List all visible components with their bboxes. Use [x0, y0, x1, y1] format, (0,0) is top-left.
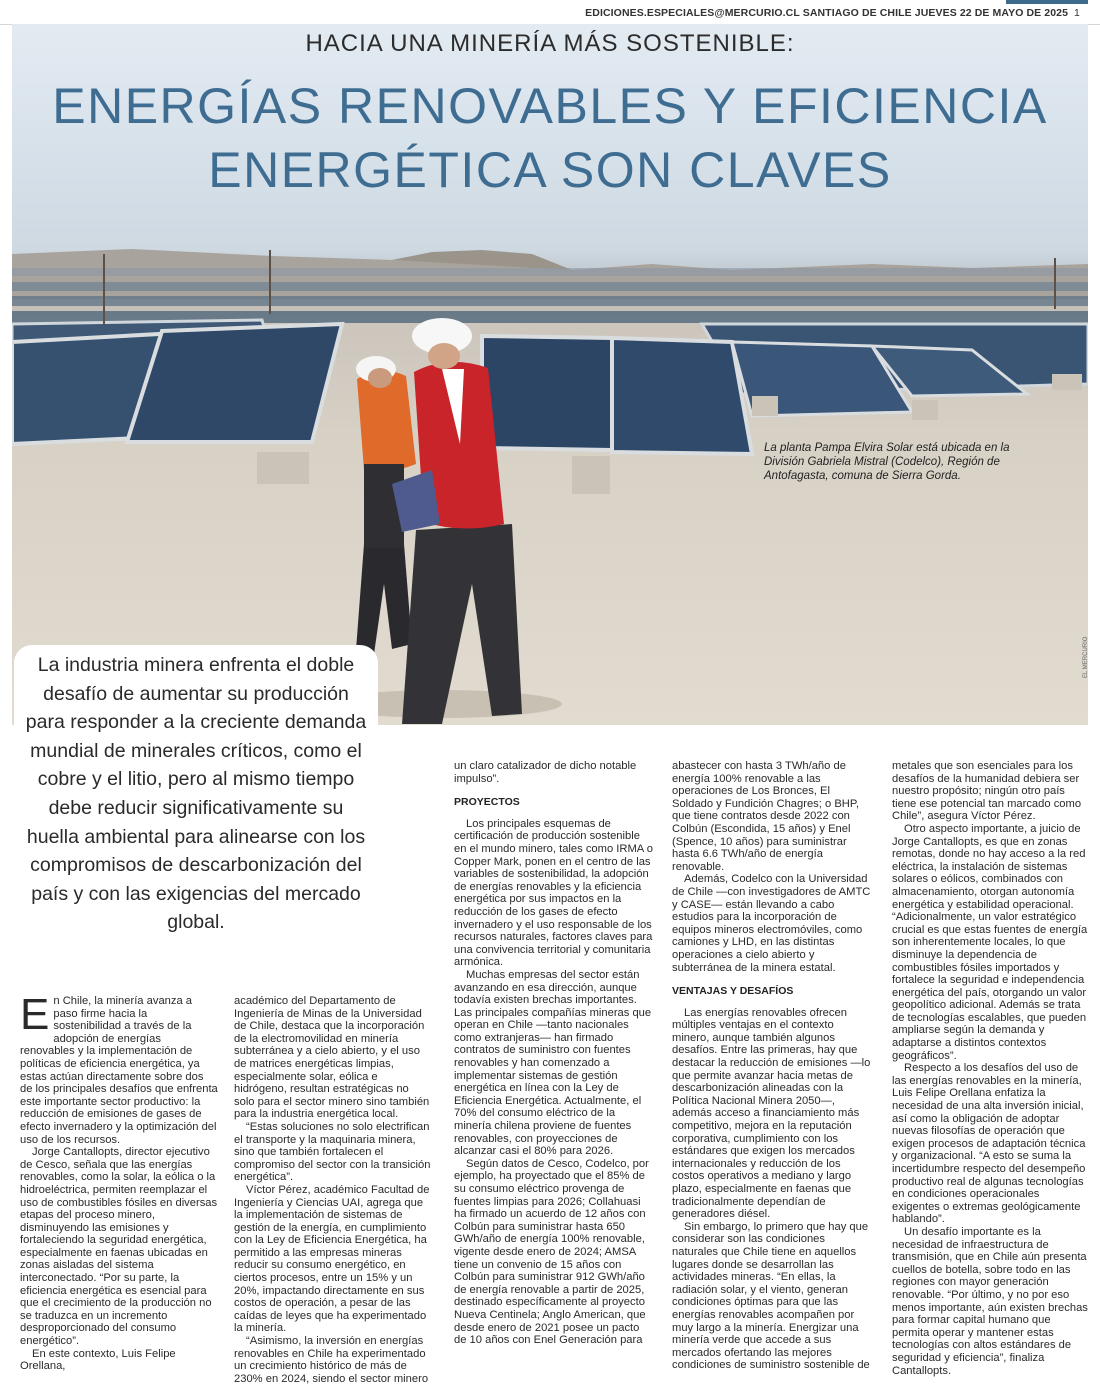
- headline-line-1: ENERGÍAS RENOVABLES Y EFICIENCIA: [52, 78, 1048, 134]
- top-accent-bar: [1006, 0, 1088, 4]
- paragraph: En este contexto, Luis Felipe Orellana,: [20, 1347, 176, 1373]
- column-2: [234, 995, 432, 1385]
- paragraph: metales que son esenciales para los desafíos de la humanidad debiera ser nuestro propósito; ningún otro país tiene ese potencial tan marcado como Chile”, asegura Víctor Pérez.: [892, 760, 1082, 823]
- section-heading-ventajas: VENTAJAS Y DESAFÍOS: [672, 985, 794, 998]
- kicker: HACIA UNA MINERÍA MÁS SOSTENIBLE:: [305, 30, 795, 57]
- paragraph: Además, Codelco con la Universidad de Chile —con investigadores de AMTC y CASE— están llevando a cabo estudios para la incorporación de equipos mineros electromóviles, como camiones y LHD, en las distintas operaciones a cielo abierto y subterránea de la minera estatal.: [672, 873, 871, 974]
- paragraph: un claro catalizador de dicho notable impulso”.: [454, 760, 637, 785]
- paragraph: Sin embargo, lo primero que hay que considerar son las condiciones naturales que Chile tiene en aquellos lugares donde se desarrollan las actividades mineras. “En ellas, la radiación solar, y el viento, generan condiciones óptimas para que las energías renovables acompañen por muy largo a la minería. Energizar una minería verde que accede a sus mercados ofertando las mejores condiciones de suministro sostenible de: [672, 1220, 870, 1372]
- paragraph: “Estas soluciones no solo electrifican el transporte y la maquinaria minera, sino que también fortalecen el compromiso del sector con la transición energética”.: [234, 1120, 431, 1184]
- paragraph: académico del Departamento de Ingeniería de Minas de la Universidad de Chile, destaca que la incorporación de la electromovilidad en minería subterránea y a cielo abierto, y el uso de matrices energéticas limpias, especialmente solar, eólica e hidrógeno, resultan estratégicas no solo para el sector minero sino también para la industria energética local.: [234, 995, 430, 1121]
- headline: [0, 74, 1100, 202]
- page-number: 1: [1074, 7, 1080, 19]
- paragraph: Otro aspecto importante, a juicio de Jorge Cantallopts, es que en zonas remotas, donde no hay acceso a la red eléctrica, la instalación de sistemas solares o eólicos, combinados con almacenamiento, otorgan autonomía energética y estabilidad operacional. “Adicionalmente, un valor estratégico crucial es que estas fuentes de energía son inherentemente locales, lo que disminuye la dependencia de combustibles fósiles importados y fortalece la seguridad e independencia energética del país, otorgando un valor geopolítico adicional. Además se trata de tecnologías escalables, que pueden ampliarse según la demanda y adaptarse a distintos contextos geográficos”.: [892, 822, 1088, 1062]
- paragraph: [20, 990, 218, 1146]
- headline-line-2: ENERGÉTICA SON CLAVES: [208, 142, 892, 198]
- paragraph: “Asimismo, la inversión en energías renovables en Chile ha experimentado un crecimiento histórico de más de 230% en 2024, siendo el sector minero: [234, 1335, 429, 1385]
- lead-text: La industria minera enfrenta el doble desafío de aumentar su producción para responder a la creciente demanda mundial de minerales críticos, como el cobre y el litio, pero al mismo tiempo debe reducir significativamente su huella ambiental para alinearse con los compromisos de descarbonización del país y con las exigencias del mercado global.: [25, 654, 367, 934]
- paragraph: Jorge Cantallopts, director ejecutivo de Cesco, señala que las energías renovables, como la solar, la eólica o la hidroeléctrica, permiten reemplazar el uso de combustibles fósiles en diversas etapas del proceso minero, disminuyendo las emisiones y fortaleciendo la seguridad energética, especialmente en faenas ubicadas en zonas aisladas del sistema interconectado. “Por su parte, la eficiencia energética es esencial para que el crecimiento de la producción no se traduzca en un incremento desproporcionado del consumo energético”.: [20, 1146, 218, 1348]
- drop-cap: E: [20, 990, 50, 1039]
- far-panels-row1: [12, 268, 1088, 276]
- column-1: [20, 990, 218, 1373]
- paragraph: Según datos de Cesco, Codelco, por ejemplo, ha proyectado que el 85% de su consumo eléctrico provenga de fuentes limpias para 2026; Collahuasi ha firmado un acuerdo de 12 años con Colbún para suministrar hasta 650 GWh/año de energía 100% renovable, vigente desde enero de 2024; AMSA tiene un convenio de 15 años con Colbún para suministrar 912 GWh/año de energía renovable a partir de 2025, destinado específicamente al proyecto Nueva Centinela; Anglo American, que desde enero de 2021 posee un pacto de 10 años con Enel Generación para: [454, 1157, 649, 1347]
- paragraph: abastecer con hasta 3 TWh/año de energía 100% renovable a las operaciones de Los Bronces, El Soldado y Fundición Chagres; o BHP, que tiene contratos desde 2022 con Colbún (Escondida, 15 años) y Enel (Spence, 10 años) para suministrar hasta 6.6 TWh/año de energía renovable.: [672, 760, 859, 873]
- header-email-date: EDICIONES.ESPECIALES@MERCURIO.CL SANTIAGO DE CHILE JUEVES 22 DE MAYO DE 2025: [585, 7, 1069, 19]
- paragraph: Un desafío importante es la necesidad de infraestructura de transmisión, que en Chile aún presenta cuellos de botella, sobre todo en las regiones con mayor generación renovable. “Por último, y no por eso menos importante, aún existen brechas para formar capital humano que permita operar y mantener estas tecnologías con altos estándares de seguridad y eficiencia”, finaliza Cantallopts.: [892, 1225, 1088, 1377]
- far-panels-row2: [12, 282, 1088, 291]
- paragraph: Los principales esquemas de certificación de producción sostenible en el mundo minero, tales como IRMA o Copper Mark, ponen en el centro de las variables de sostenibilidad, la adopción de energías renovables y la eficiencia energética por sus impactos en la reducción de los gases de efecto invernadero y el uso responsable de los recursos naturales, factores claves para una convivencia territorial y comunitaria armónica.: [454, 817, 653, 969]
- far-panels-row3: [12, 296, 1088, 306]
- column-3: [454, 760, 654, 1347]
- paragraph: Muchas empresas del sector están avanzando en esa dirección, aunque todavía existen brechas importantes. Las principales compañías mineras que operan en Chile —tanto nacionales como extranjeras— han firmado contratos de suministro con fuentes renovables y han comenzado a implementar sistemas de gestión energética en línea con la Ley de Eficiencia Energética. Actualmente, el 70% del consumo eléctrico de la minería chilena proviene de fuentes renovables, con proyecciones de alcanzar casi el 80% para 2026.: [454, 968, 652, 1158]
- column-5: [892, 760, 1088, 1377]
- column-4: [672, 760, 872, 1372]
- photo-caption: La planta Pampa Elvira Solar está ubicada en la División Gabriela Mistral (Codelco), Región de Antofagasta, comuna de Sierra Gorda.: [764, 442, 1010, 482]
- photo-credit: EL MERCURIO: [1083, 636, 1089, 678]
- paragraph-text: n Chile, la minería avanza a paso firme hacia la sostenibilidad a través de la adopción de energías renovables y la implementación de políticas de eficiencia energética, ya estas actúan directamente sobre dos de los principales desafíos que enfrenta este importante sector productivo: la reducción de emisiones de gases de efecto invernadero y la optimización del uso de los recursos.: [20, 995, 218, 1146]
- lead-box: [14, 645, 378, 975]
- paragraph: Respecto a los desafíos del uso de las energías renovables en la minería, Luis Felipe Orellana enfatiza la necesidad de una alta inversión inicial, así como la obligación de adoptar nuevas filosofías de operación que exigen procesos de adaptación técnica y organizacional. “A esto se suma la incertidumbre respecto del desempeño productivo real de algunas tecnologías en condiciones operacionales exigentes o extremas geológicamente hablando”.: [892, 1062, 1086, 1226]
- paragraph: Víctor Pérez, académico Facultad de Ingeniería y Ciencias UAI, agrega que la implementación de sistemas de gestión de la energía, en cumplimiento con la Ley de Eficiencia Energética, ha permitido a las empresas mineras reducir su consumo energético, en ciertos procesos, entre un 15% y un 20%, impactando directamente en sus costos de operación, a pesar de las caídas de leyes que ha experimentado la minería.: [234, 1183, 430, 1335]
- publication-header: [585, 7, 1080, 19]
- paragraph: Las energías renovables ofrecen múltiples ventajas en el contexto minero, aunque también algunos desafíos. Entre las primeras, hay que destacar la reducción de emisiones —lo que permite avanzar hacia metas de descarbonización alineadas con la Política Nacional Minera 2050—, además acceso a financiamiento más competitivo, mejora en la reputación corporativa, cumplimiento con los estándares que exigen los mercados internacionales y reducción de los costos operativos a mediano y largo plazo, especialmente en faenas que tradicionalmente dependían de generadores diésel.: [672, 1006, 871, 1221]
- section-heading-proyectos: PROYECTOS: [454, 796, 520, 809]
